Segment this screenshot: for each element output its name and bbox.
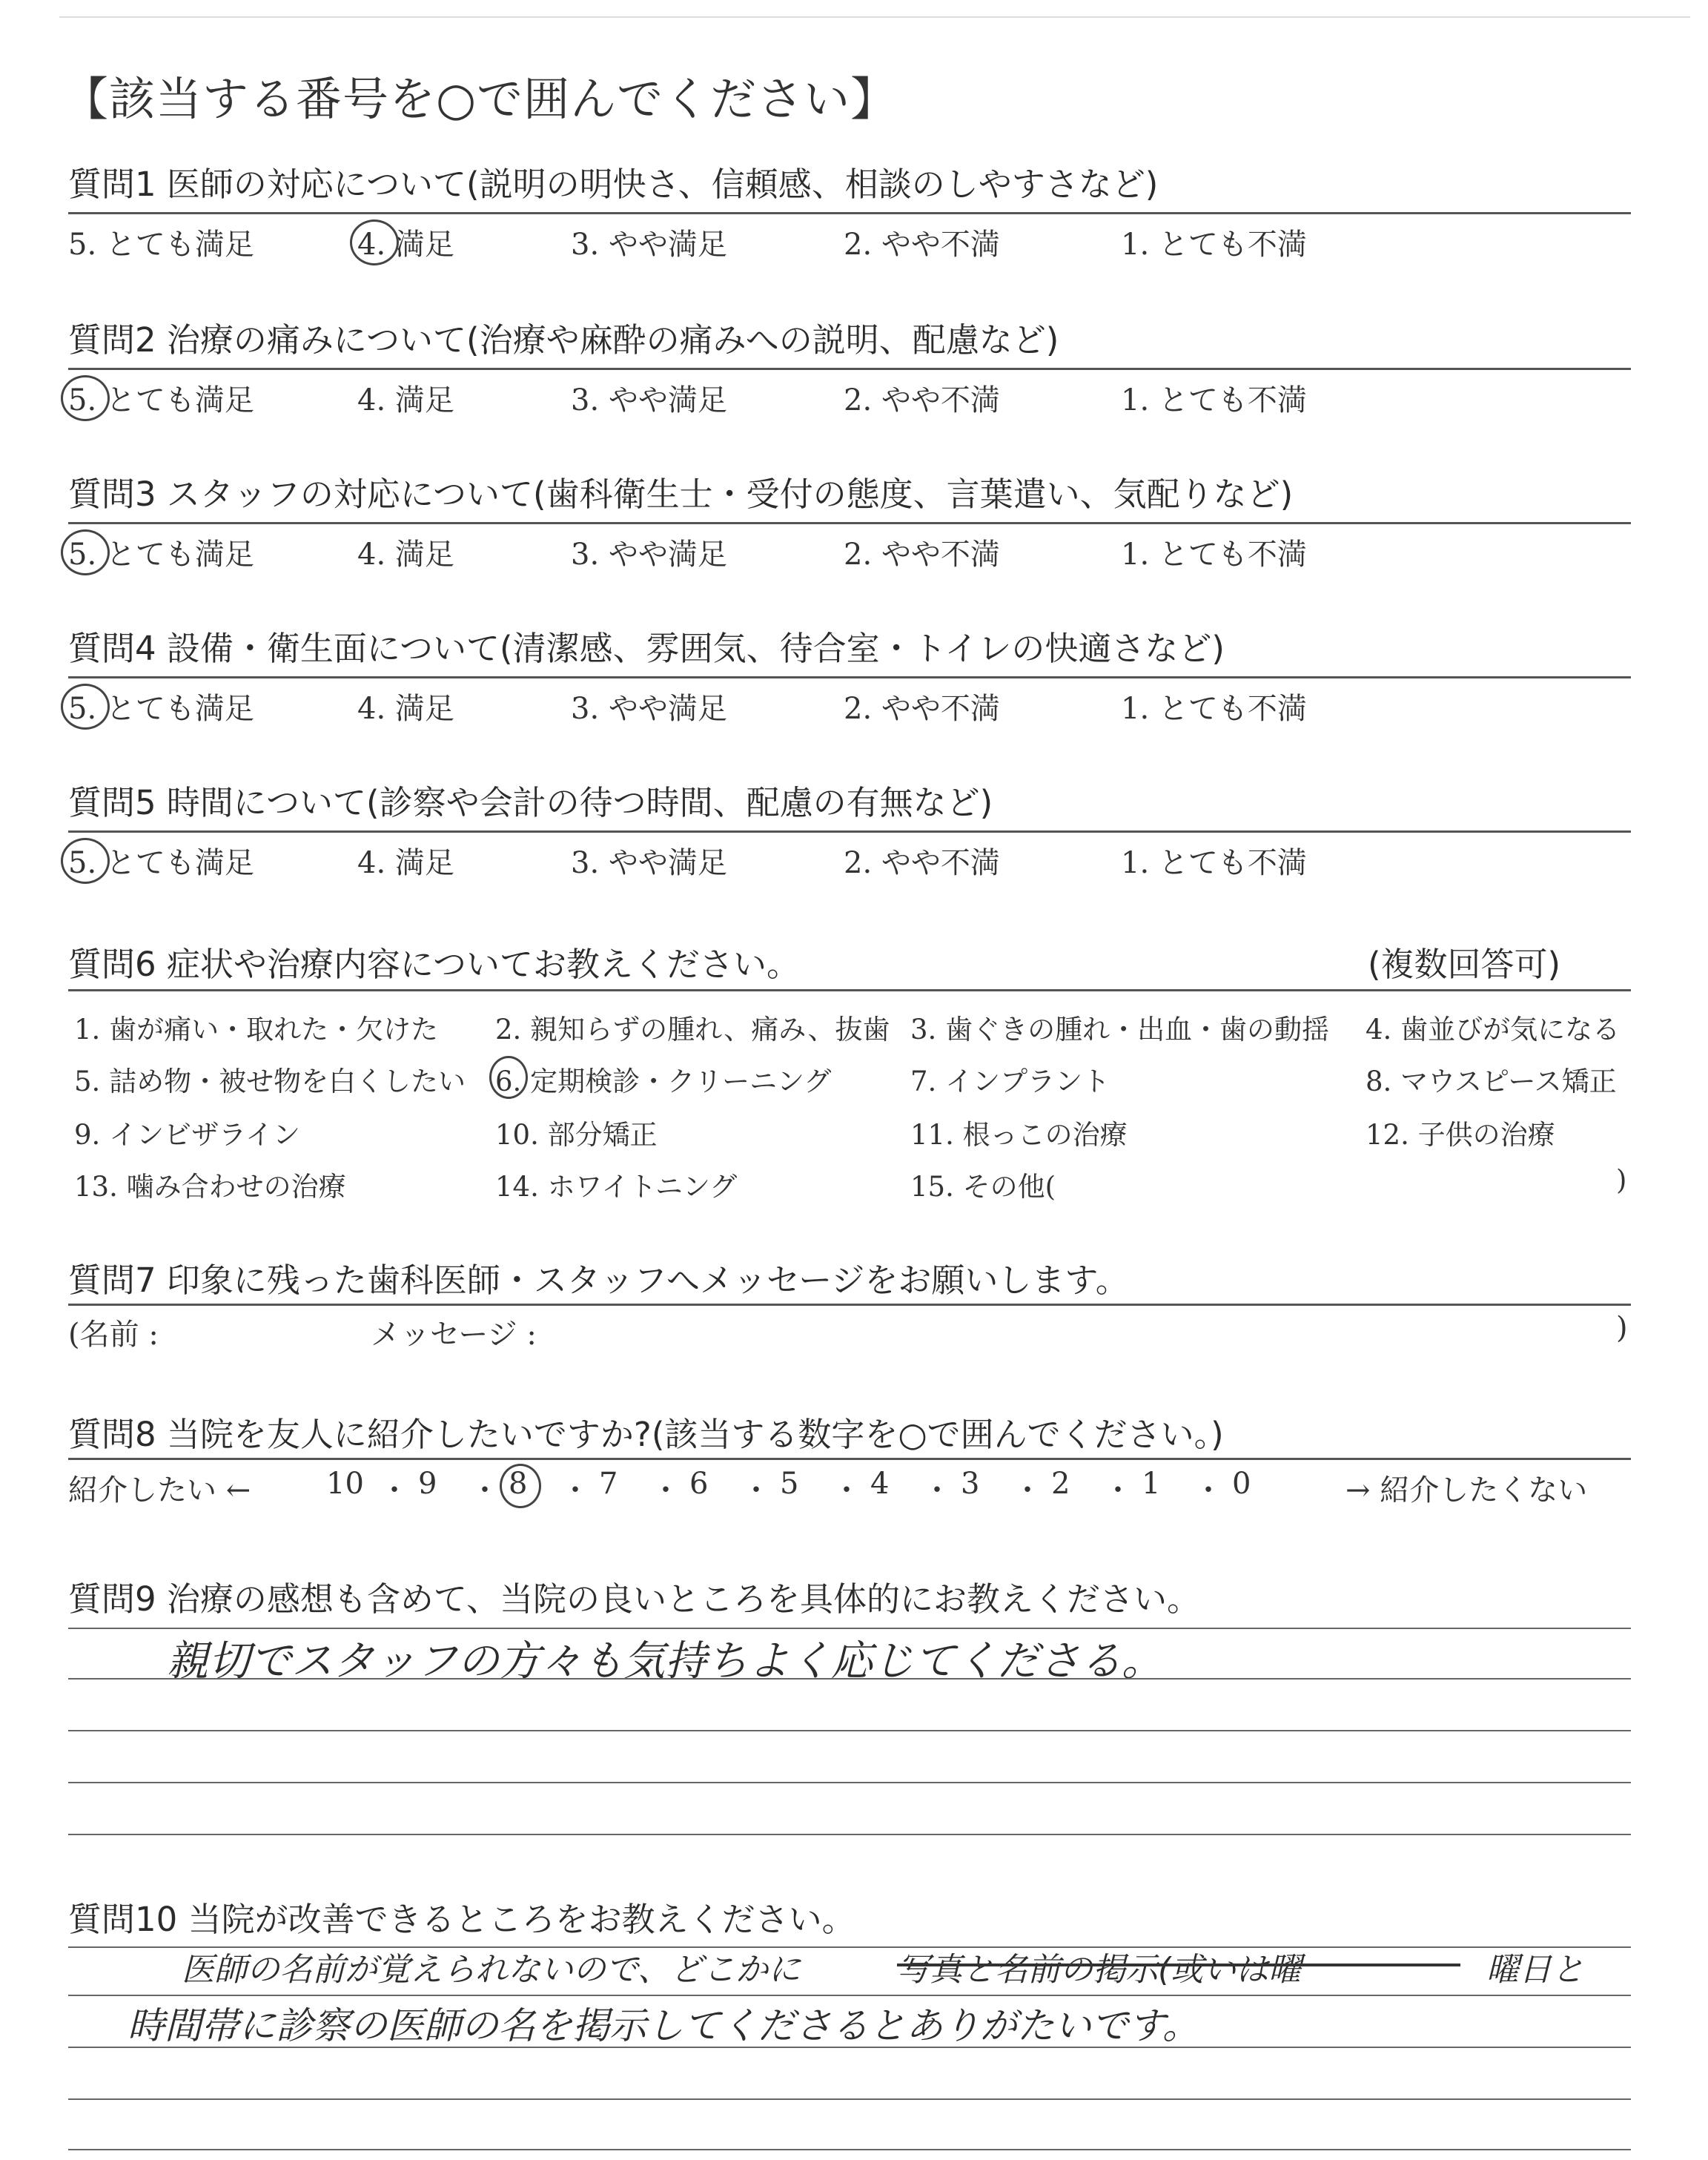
q7-message-label: メッセージ : <box>371 1318 537 1352</box>
q6-option-12: 12. 子供の治療 <box>1366 1119 1555 1151</box>
q4-option-1: 1. とても不満 <box>1121 692 1307 726</box>
q1-option-1: 1. とても不満 <box>1121 228 1307 262</box>
q9-line <box>68 1730 1631 1731</box>
q7-name-label: (名前 : <box>68 1318 159 1352</box>
q9-line <box>68 1678 1631 1680</box>
q3-rule <box>68 522 1631 524</box>
q8-scale-separator: ・ <box>1194 1473 1223 1507</box>
q8-right-label: → 紹介したくない <box>1345 1473 1588 1507</box>
q9-answer: 親切でスタッフの方々も気持ちよく応じてくださる。 <box>167 1637 1163 1685</box>
q8-rule <box>68 1458 1631 1460</box>
q7-title: 質問7 印象に残った歯科医師・スタッフへメッセージをお願いします。 <box>68 1261 1129 1300</box>
q3-selected-circle <box>61 529 110 575</box>
q4-selected-circle <box>61 684 110 730</box>
q8-scale-3: 3 <box>961 1467 980 1501</box>
q5-option-4: 4. 満足 <box>357 846 454 880</box>
q9-line <box>68 1834 1631 1835</box>
q4-title: 質問4 設備・衛生面について(清潔感、雰囲気、待合室・トイレの快適さなど) <box>68 629 1225 668</box>
q6-option-8: 8. マウスピース矯正 <box>1366 1066 1617 1097</box>
q8-scale-1: 1 <box>1142 1467 1161 1501</box>
q6-rule <box>68 989 1631 991</box>
q10-answer-line1-end: 曜日と <box>1486 1951 1584 1989</box>
q2-rule <box>68 368 1631 370</box>
q4-option-5: 5. とても満足 <box>68 692 254 726</box>
q3-option-2: 2. やや不満 <box>844 538 1000 572</box>
q1-rule <box>68 212 1631 214</box>
q8-scale-separator: ・ <box>832 1473 861 1507</box>
q6-option-3: 3. 歯ぐきの腫れ・出血・歯の動揺 <box>910 1014 1330 1046</box>
q8-scale-7: 7 <box>599 1467 618 1501</box>
q6-option-16: ) <box>1616 1164 1627 1196</box>
q1-selected-circle <box>350 219 399 265</box>
q2-option-2: 2. やや不満 <box>844 383 1000 417</box>
q9-title: 質問9 治療の感想も含めて、当院の良いところを具体的にお教えください。 <box>68 1579 1201 1619</box>
q2-selected-circle <box>61 375 110 421</box>
q2-option-5: 5. とても満足 <box>68 383 254 417</box>
q8-scale-9: 9 <box>418 1467 437 1501</box>
q6-option-9: 9. インビザライン <box>74 1119 300 1151</box>
q2-option-1: 1. とても不満 <box>1121 383 1307 417</box>
q4-option-4: 4. 満足 <box>357 692 454 726</box>
q6-option-13: 13. 噛み合わせの治療 <box>74 1171 346 1203</box>
q6-option-11: 11. 根っこの治療 <box>910 1119 1128 1151</box>
q8-scale-6: 6 <box>689 1467 709 1501</box>
q2-option-3: 3. やや満足 <box>571 383 727 417</box>
q8-scale-10: 10 <box>326 1467 364 1501</box>
q6-option-15: 15. その他( <box>910 1171 1056 1203</box>
q5-selected-circle <box>61 838 110 884</box>
q10-line <box>68 2149 1631 2150</box>
q3-option-3: 3. やや満足 <box>571 538 727 572</box>
q5-option-5: 5. とても満足 <box>68 846 254 880</box>
q6-option-2: 2. 親知らずの腫れ、痛み、抜歯 <box>495 1014 890 1046</box>
q3-option-4: 4. 満足 <box>357 538 454 572</box>
q5-title: 質問5 時間について(診察や会計の待つ時間、配慮の有無など) <box>68 783 993 822</box>
q10-answer-line2: 時間帯に診察の医師の名を掲示してくださるとありがたいです。 <box>128 2004 1199 2047</box>
q4-option-3: 3. やや満足 <box>571 692 727 726</box>
q8-scale-separator: ・ <box>1103 1473 1133 1507</box>
q6-option-5: 5. 詰め物・被せ物を白くしたい <box>74 1066 466 1097</box>
q8-scale-5: 5 <box>780 1467 799 1501</box>
page-top-edge <box>59 16 1690 18</box>
q8-scale-8: 8 <box>509 1467 528 1501</box>
q6-selected-circle <box>489 1056 528 1099</box>
q10-title: 質問10 当院が改善できるところをお教えください。 <box>68 1900 855 1939</box>
q3-option-1: 1. とても不満 <box>1121 538 1307 572</box>
q1-title: 質問1 医師の対応について(説明の明快さ、信頼感、相談のしやすさなど) <box>68 165 1159 204</box>
q8-scale-separator: ・ <box>470 1473 500 1507</box>
q6-option-7: 7. インプラント <box>910 1066 1110 1097</box>
q10-strikethrough <box>897 1964 1460 1966</box>
q5-rule <box>68 830 1631 833</box>
q3-title: 質問3 スタッフの対応について(歯科衛生士・受付の態度、言葉遣い、気配りなど) <box>68 475 1294 514</box>
q6-option-4: 4. 歯並びが気になる <box>1366 1014 1621 1046</box>
q2-title: 質問2 治療の痛みについて(治療や麻酔の痛みへの説明、配慮など) <box>68 320 1059 360</box>
q6-option-10: 10. 部分矯正 <box>495 1119 658 1151</box>
q8-scale-separator: ・ <box>560 1473 590 1507</box>
q9-line <box>68 1782 1631 1783</box>
q7-rule <box>68 1304 1631 1306</box>
q8-scale-separator: ・ <box>741 1473 771 1507</box>
q10-line <box>68 2047 1631 2048</box>
q10-answer-struck: 写真と名前の掲示(或いは曜 <box>897 1951 1302 1989</box>
q8-left-label: 紹介したい ← <box>68 1473 251 1507</box>
q8-selected-circle <box>500 1464 541 1508</box>
q8-scale-0: 0 <box>1232 1467 1251 1501</box>
q2-option-4: 4. 満足 <box>357 383 454 417</box>
q5-option-3: 3. やや満足 <box>571 846 727 880</box>
q4-rule <box>68 676 1631 678</box>
q8-scale-4: 4 <box>870 1467 890 1501</box>
q7-close-paren: ) <box>1616 1311 1628 1345</box>
q8-scale-separator: ・ <box>922 1473 952 1507</box>
q1-option-3: 3. やや満足 <box>571 228 727 262</box>
q5-option-1: 1. とても不満 <box>1121 846 1307 880</box>
page-title: 【該当する番号を○で囲んでください】 <box>62 72 898 126</box>
q6-note: (複数回答可) <box>1368 945 1561 984</box>
q8-scale-separator: ・ <box>1013 1473 1042 1507</box>
q6-option-6: 6. 定期検診・クリーニング <box>495 1066 832 1097</box>
q8-scale-separator: ・ <box>380 1473 409 1507</box>
q8-scale-2: 2 <box>1051 1467 1070 1501</box>
q1-option-4: 4. 満足 <box>357 228 454 262</box>
q1-option-5: 5. とても満足 <box>68 228 254 262</box>
q5-option-2: 2. やや不満 <box>844 846 1000 880</box>
q10-answer-line1: 医師の名前が覚えられないので、どこかに <box>182 1951 801 1989</box>
q8-title: 質問8 当院を友人に紹介したいですか?(該当する数字を○で囲んでください。) <box>68 1415 1224 1454</box>
q6-option-1: 1. 歯が痛い・取れた・欠けた <box>74 1014 439 1046</box>
q8-scale-separator: ・ <box>651 1473 681 1507</box>
q4-option-2: 2. やや不満 <box>844 692 1000 726</box>
q6-option-14: 14. ホワイトニング <box>495 1171 738 1203</box>
q10-line <box>68 2098 1631 2100</box>
q3-option-5: 5. とても満足 <box>68 538 254 572</box>
q1-option-2: 2. やや不満 <box>844 228 1000 262</box>
q6-title: 質問6 症状や治療内容についてお教えください。 <box>68 945 801 984</box>
